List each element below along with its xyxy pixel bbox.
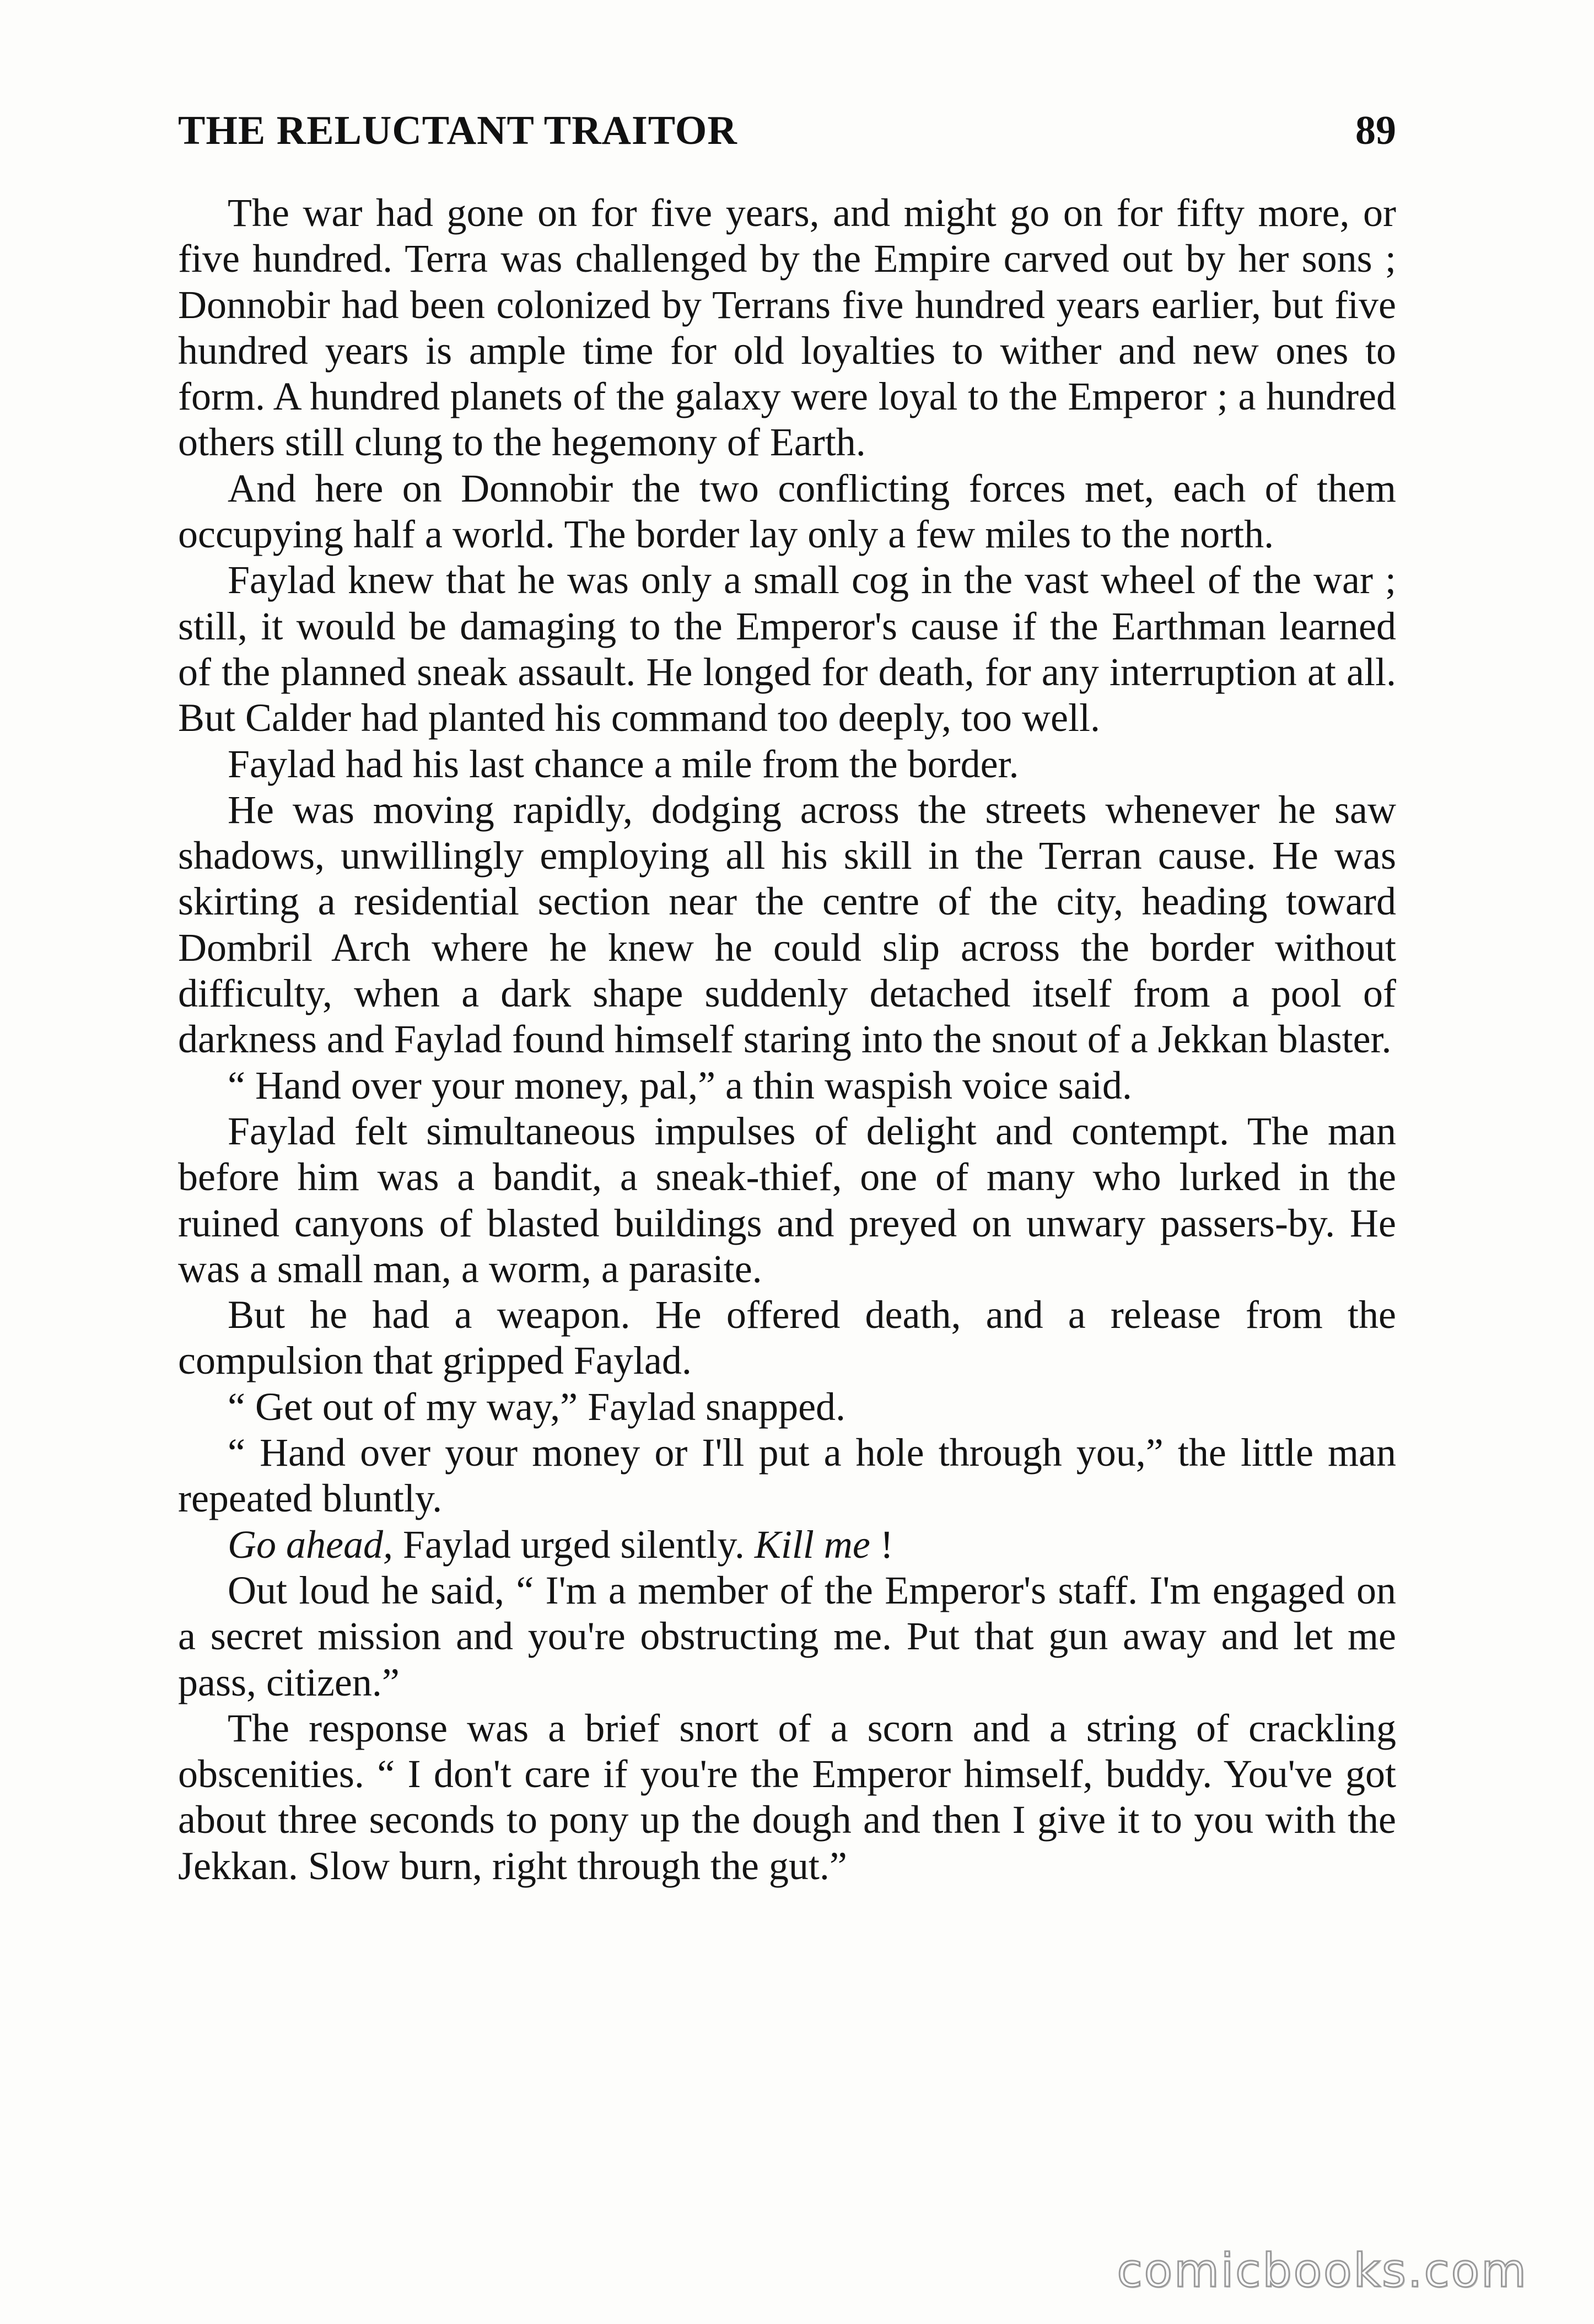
paragraph: “ Get out of my way,” Faylad snapped.: [228, 1384, 846, 1429]
paragraph: Faylad knew that he was only a small cog in the vast wheel of the war ; still, it would be damaging to the Emperor's cause if the Earthman learned of the planned sneak assault. He longed for death, for any interruption at all. But Calder had planted his command too deeply, too well.: [178, 558, 1396, 740]
body-text: [178, 190, 1396, 1889]
paragraph: The response was a brief snort of a scorn and a string of crackling obscenities. “ I don't care if you're the Emperor himself, buddy. You've got about three seconds to pony up the dough and then I give it to you with the Jekkan. Slow burn, right through the gut.”: [178, 1706, 1396, 1888]
paragraph: And here on Donnobir the two conflicting forces met, each of them occupying half a world. The border lay only a few miles to the north.: [178, 466, 1396, 557]
paragraph: Faylad had his last chance a mile from the border.: [228, 741, 1019, 786]
page-number: 89: [1355, 108, 1396, 153]
paragraph: The war had gone on for five years, and might go on for fifty more, or five hundred. Terra was challenged by the Empire carved out by her sons ; Donnobir had been colonized by Terrans five hundred years earlier, but five hundred years is ample time for old loyalties to wither and new ones to form. A hundred planets of the galaxy were loyal to the Emperor ; a hundred others still clung to the hegemony of Earth.: [178, 191, 1396, 465]
italic-text: Kill me: [754, 1522, 870, 1567]
italic-text: Go ahead,: [228, 1522, 393, 1567]
paragraph: He was moving rapidly, dodging across the streets whenever he saw shadows, unwillingly employing all his skill in the Terran cause. He was skirting a residential section near the centre of the city, heading toward Dombril Arch where he knew he could slip across the border without difficulty, when a dark shape suddenly detached itself from a pool of darkness and Faylad found himself staring into the snout of a Jekkan blaster.: [178, 787, 1396, 1062]
paragraph-text: Faylad urged silently.: [392, 1522, 755, 1567]
page-header: [178, 100, 1396, 161]
paragraph-text: !: [870, 1522, 893, 1567]
italic-paragraph: [178, 1522, 1396, 1568]
paragraph: Out loud he said, “ I'm a member of the Emperor's staff. I'm engaged on a secret mission and you're obstructing me. Put that gun away and let me pass, citizen.”: [178, 1568, 1396, 1704]
paragraph: Faylad felt simultaneous impulses of delight and contempt. The man before him was a bandit, a sneak-thief, one of many who lurked in the ruined canyons of blasted buildings and preyed on unwary passers-by. He was a small man, a worm, a parasite.: [178, 1109, 1396, 1291]
watermark: comicbooks.com: [1117, 2244, 1528, 2298]
paragraph: “ Hand over your money, pal,” a thin waspish voice said.: [228, 1063, 1132, 1107]
paragraph: But he had a weapon. He offered death, and a release from the compulsion that gripped Faylad.: [178, 1293, 1396, 1383]
running-head: THE RELUCTANT TRAITOR: [178, 108, 737, 153]
paragraph: “ Hand over your money or I'll put a hole through you,” the little man repeated bluntly.: [178, 1430, 1396, 1521]
